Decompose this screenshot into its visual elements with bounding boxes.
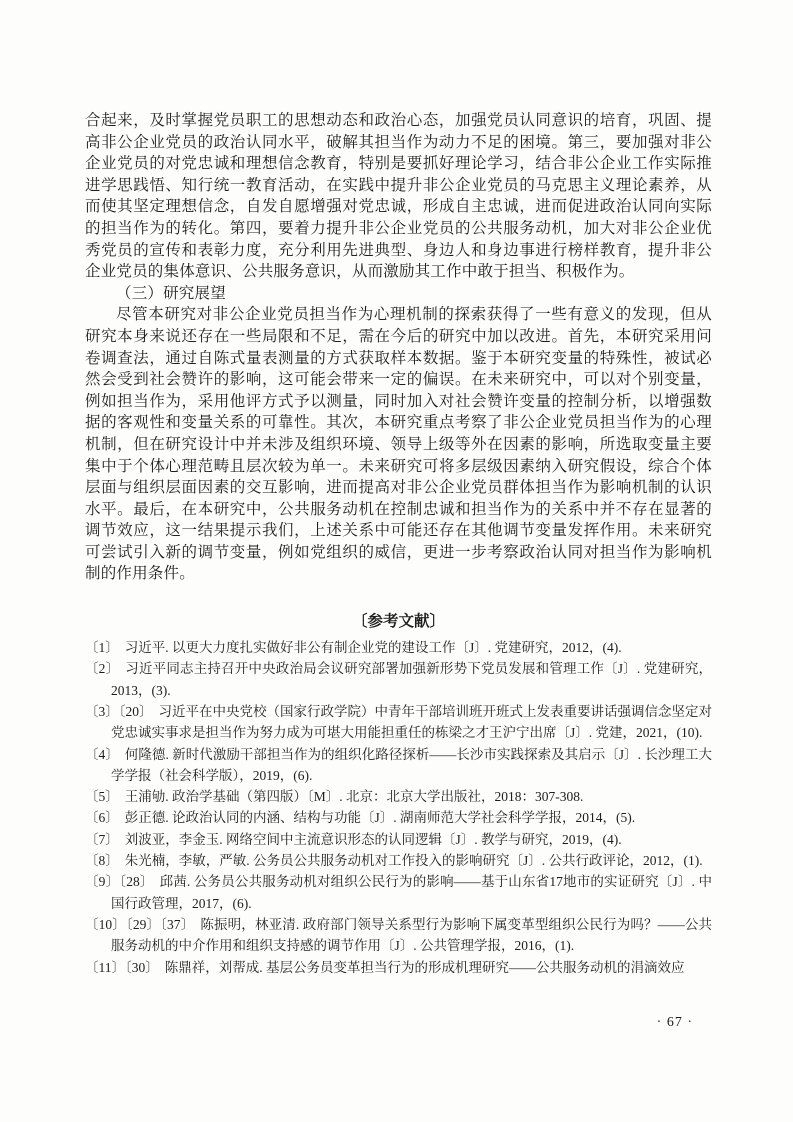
reference-item bbox=[85, 914, 712, 957]
body-paragraph: 合起来，及时掌握党员职工的思想动态和政治心态，加强党员认同意识的培育，巩固、提高非公企业党员的政治认同水平，破解其担当作为动力不足的困境。第三，要加强对非公企业党员的对党忠诚和理想信念教育，特别是要抓好理论学习，结合非公企业工作实际推进学思践悟、知行统一教育活动，在实践中提升非公企业党员的马克思主义理论素养，从而使其坚定理想信念，自发自愿增强对党忠诚，形成自主忠诚，进而促进政治认同向实际的担当作为的转化。第四，要着力提升非公企业党员的公共服务动机，加大对非公企业优秀党员的宣传和表彰力度，充分利用先进典型、身边人和身边事进行榜样教育，提升非公企业党员的集体意识、公共服务意识，从而激励其工作中敢于担当、积极作为。 bbox=[85, 112, 712, 281]
reference-label: 〔1〕 bbox=[85, 640, 119, 656]
reference-label: 〔2〕 bbox=[85, 661, 120, 677]
reference-label: 〔5〕 bbox=[85, 789, 119, 805]
reference-text: 陈鼎祥，刘帮成. 基层公务员变革担当行为的形成机理研究——公共服务动机的涓滴效应 bbox=[164, 959, 685, 975]
body-text bbox=[85, 110, 712, 585]
reference-text: 陈振明，林亚清. 政府部门领导关系型行为影响下属变革型组织公民行为吗？——公共服务动机的中介作用和组织支持感的调节作用〔J〕. 公共管理学报，2016，(1). bbox=[111, 916, 713, 954]
reference-item bbox=[85, 829, 712, 850]
reference-item bbox=[85, 871, 712, 914]
reference-label: 〔4〕 bbox=[85, 746, 119, 762]
reference-item bbox=[85, 658, 712, 701]
reference-item bbox=[85, 786, 712, 807]
reference-item bbox=[85, 850, 712, 871]
reference-text: 习近平在中央党校（国家行政学院）中青年干部培训班开班式上发表重要讲话强调信念坚定对党忠诚实事求是担当作为努力成为可堪大用能担重任的栋梁之才王沪宁出席〔J〕. 党建，2021，(10). bbox=[111, 703, 712, 741]
reference-label: 〔7〕 bbox=[85, 831, 119, 847]
reference-label: 〔10〕〔29〕〔37〕 bbox=[85, 916, 195, 932]
reference-text: 习近平. 以更大力度扎实做好非公有制企业党的建设工作〔J〕. 党建研究，2012，(4). bbox=[124, 640, 622, 656]
reference-label: 〔8〕 bbox=[85, 853, 119, 869]
reference-text: 何隆德. 新时代激励干部担当作为的组织化路径探析——长沙市实践探索及其启示〔J〕. 长沙理工大学学报（社会科学版），2019，(6). bbox=[111, 746, 712, 783]
references-heading: 〔参考文献〕 bbox=[351, 613, 445, 631]
reference-item bbox=[85, 637, 712, 658]
reference-label: 〔6〕 bbox=[85, 810, 119, 826]
page-content bbox=[85, 110, 712, 978]
reference-text: 朱光楠，李敏，严敏. 公务员公共服务动机对工作投入的影响研究〔J〕. 公共行政评论，2012，(1). bbox=[124, 853, 703, 869]
reference-item bbox=[85, 701, 712, 744]
reference-label: 〔11〕〔30〕 bbox=[85, 959, 159, 975]
reference-label: 〔3〕〔20〕 bbox=[85, 703, 153, 719]
reference-item bbox=[85, 744, 712, 787]
reference-text: 习近平同志主持召开中央政治局会议研究部署加强新形势下党员发展和管理工作〔J〕. 党建研究，2013，(3). bbox=[111, 661, 712, 698]
body-paragraph: 尽管本研究对非公企业党员担当作为心理机制的探索获得了一些有意义的发现，但从研究本身来说还存在一些局限和不足，需在今后的研究中加以改进。首先，本研究采用问卷调查法，通过自陈式量表测量的方式获取样本数据。鉴于本研究变量的特殊性，被试必然会受到社会赞许的影响，这可能会带来一定的偏误。在未来研究中，可以对个别变量，例如担当作为，采用他评方式予以测量，同时加入对社会赞许变量的控制分析，以增强数据的客观性和变量关系的可靠性。其次，本研究重点考察了非公企业党员担当作为的心理机制，但在研究设计中并未涉及组织环境、领导上级等外在因素的影响，所选取变量主要集中于个体心理范畴且层次较为单一。未来研究可将多层级因素纳入研究假设，综合个体层面与组织层面因素的交互影响，进而提高对非公企业党员群体担当作为影响机制的认识水平。最后，在本研究中，公共服务动机在控制忠诚和担当作为的关系中并不存在显著的调节效应，这一结果提示我们，上述关系中可能还存在其他调节变量发挥作用。未来研究可尝试引入新的调节变量，例如党组织的威信，更进一步考察政治认同对担当作为影响机制的作用条件。 bbox=[85, 306, 712, 583]
reference-item bbox=[85, 957, 712, 978]
reference-list bbox=[85, 637, 712, 978]
section-subheading: （三）研究展望 bbox=[116, 284, 226, 302]
reference-text: 彭正德. 论政治认同的内涵、结构与功能〔J〕. 湖南师范大学社会科学学报，2014，(5). bbox=[124, 810, 636, 826]
reference-text: 刘波亚，李金玉. 网络空间中主流意识形态的认同逻辑〔J〕. 教学与研究，2019，(4). bbox=[124, 831, 622, 847]
reference-item bbox=[85, 807, 712, 828]
reference-text: 王浦劬. 政治学基础（第四版）〔M〕. 北京：北京大学出版社，2018：307-308. bbox=[124, 789, 584, 805]
reference-label: 〔9〕〔28〕 bbox=[85, 874, 154, 890]
page-number: · 67 · bbox=[656, 1015, 693, 1030]
reference-text: 邱茜. 公务员公共服务动机对组织公民行为的影响——基于山东省17地市的实证研究〔J〕. 中国行政管理，2017，(6). bbox=[111, 874, 712, 911]
